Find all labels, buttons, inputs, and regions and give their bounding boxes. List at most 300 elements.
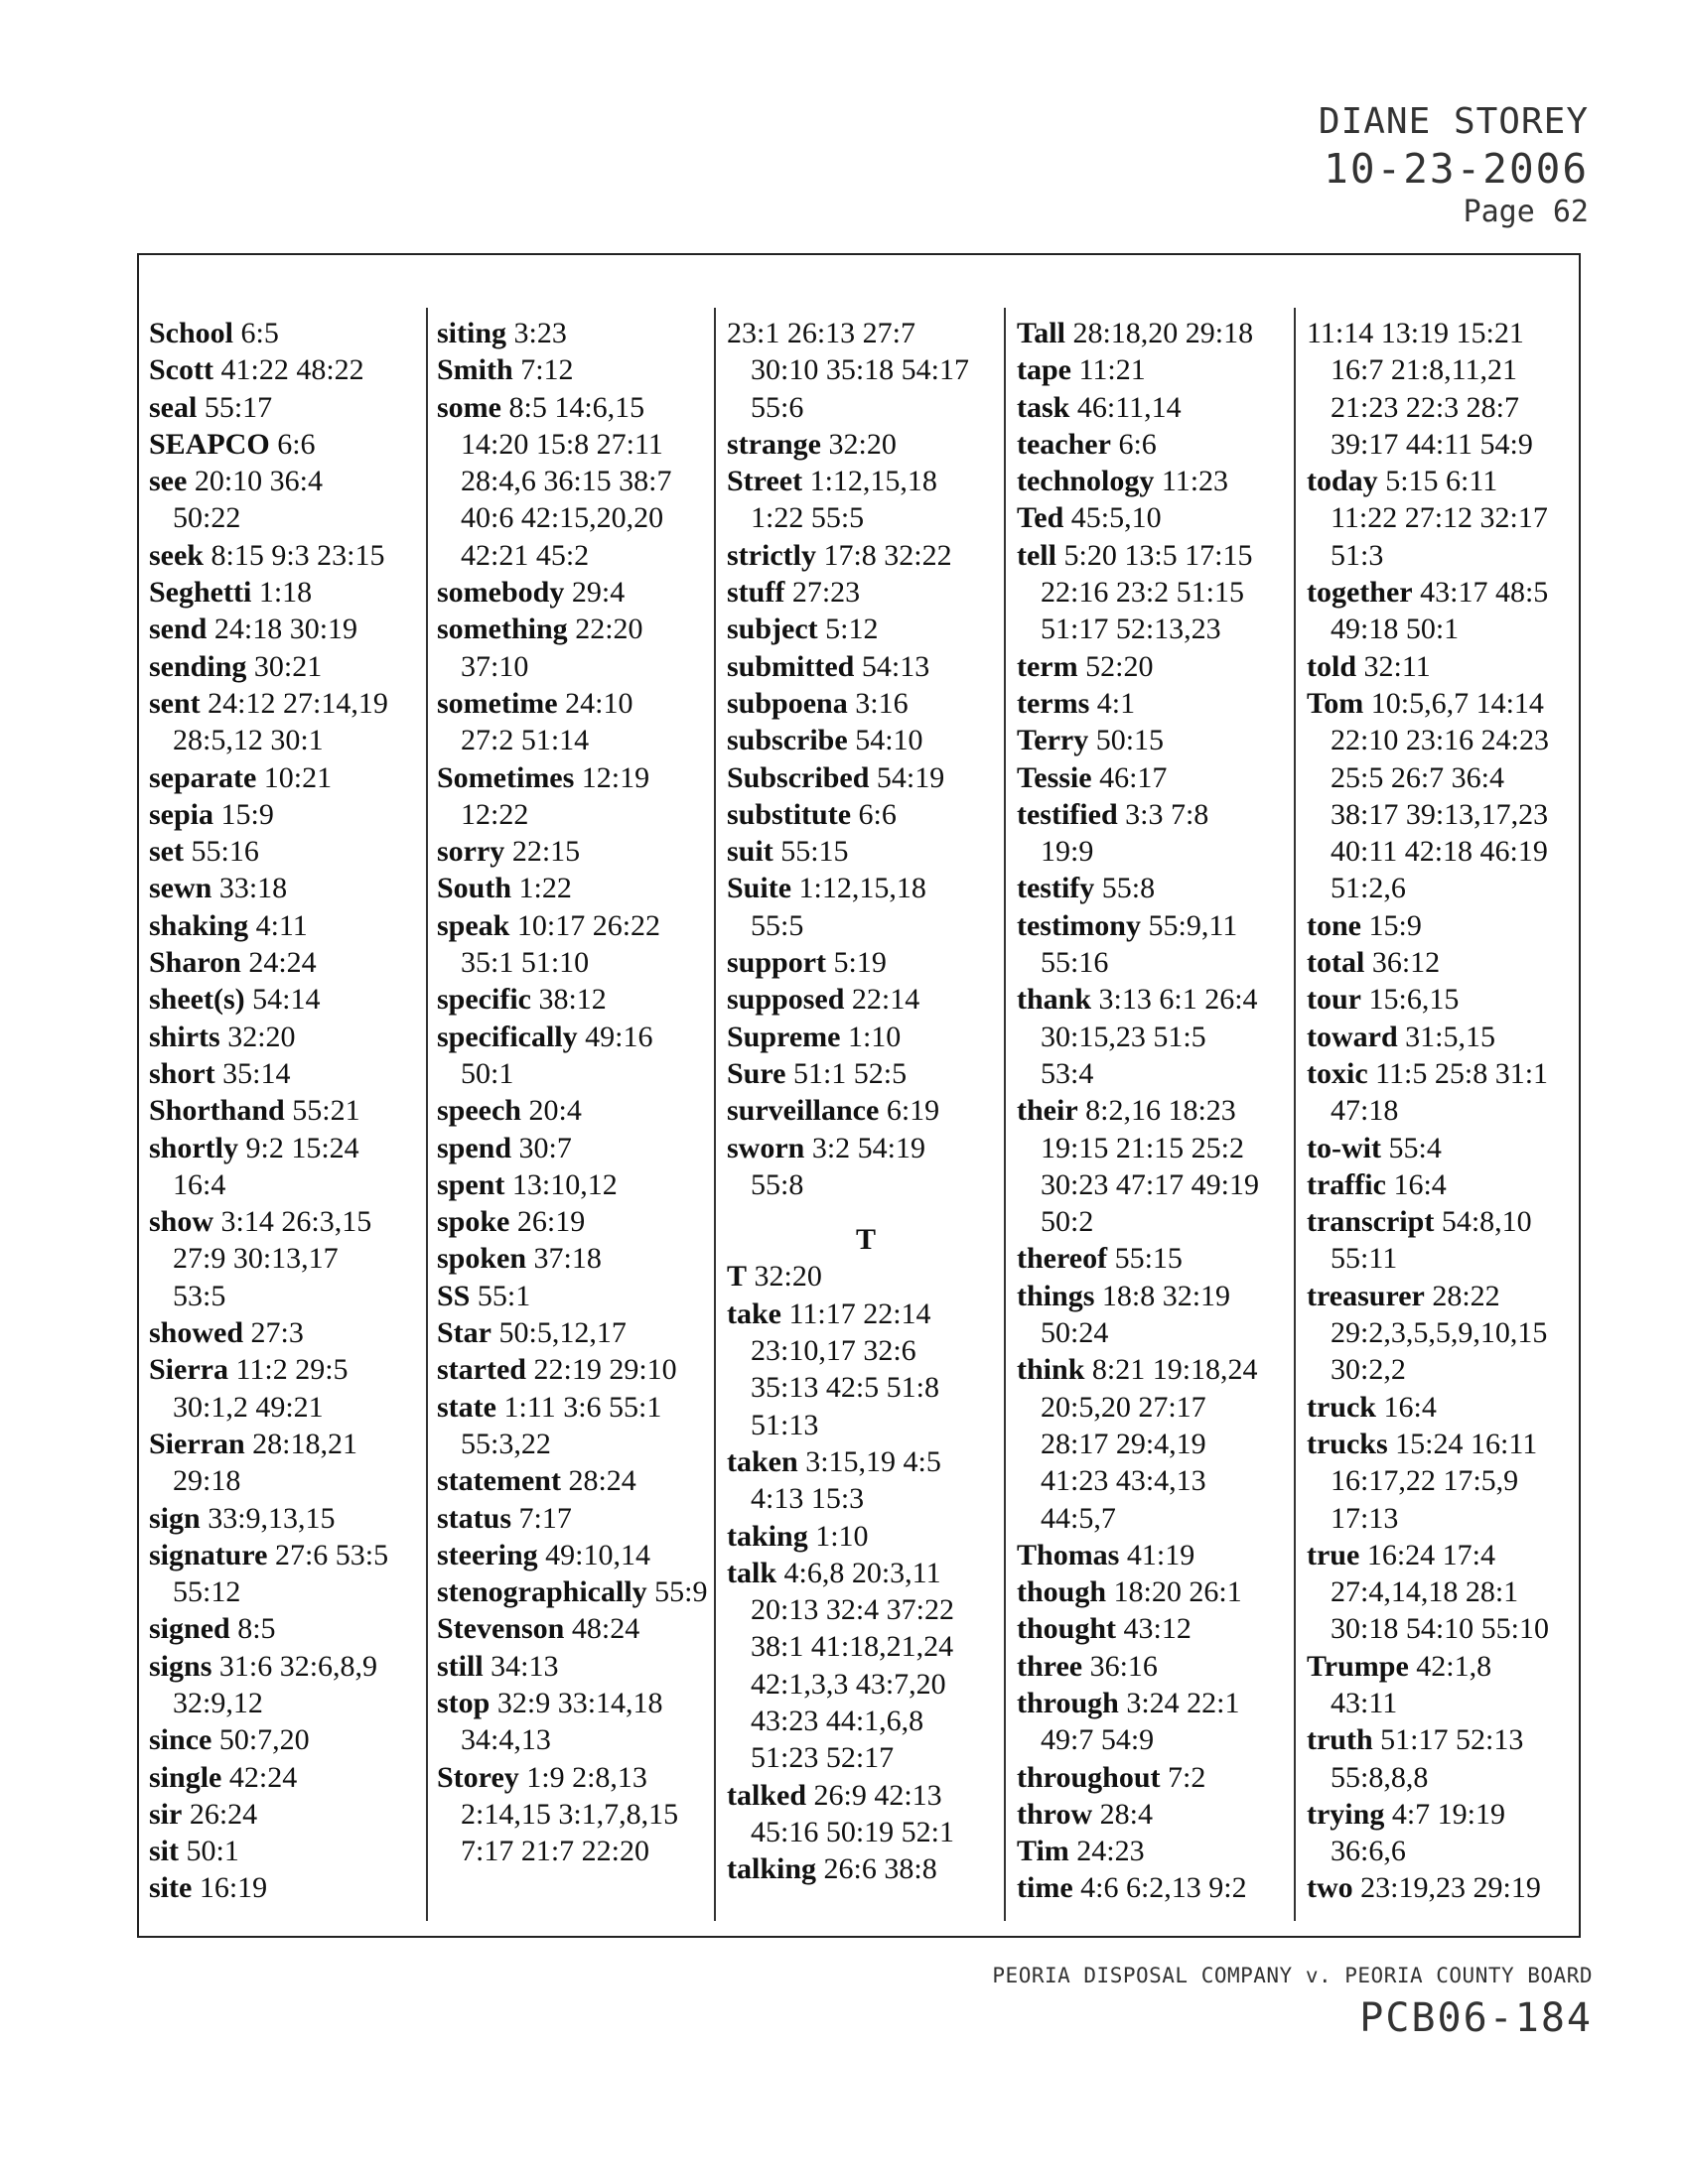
index-term: transcript [1307, 1205, 1435, 1239]
index-entry [149, 426, 427, 463]
index-term: Sierra [149, 1353, 228, 1387]
page-line-refs: 16:4 [173, 1167, 226, 1201]
page-line-refs: 34:4,13 [461, 1723, 551, 1757]
index-entry [149, 574, 427, 611]
index-term: support [727, 946, 827, 980]
page-line-refs: 32:20 [227, 1020, 296, 1053]
index-entry [437, 315, 715, 351]
index-term: Street [727, 465, 803, 498]
index-entry [149, 944, 427, 981]
index-term: testify [1017, 872, 1095, 905]
page-line-refs: 11:23 [1161, 465, 1229, 498]
page-line-refs: 51:17 52:13,23 [1041, 613, 1221, 646]
index-term: signs [149, 1649, 212, 1683]
index-term: technology [1017, 465, 1155, 498]
index-entry [149, 870, 427, 906]
index-term: spent [437, 1167, 505, 1201]
index-entry [1017, 463, 1295, 499]
index-term: three [1017, 1649, 1083, 1683]
page-line-refs: 55:9 [654, 1575, 708, 1609]
index-entry [437, 1759, 715, 1870]
page-line-refs: 28:5,12 30:1 [173, 724, 324, 757]
page-line-refs: 11:22 27:12 32:17 [1331, 501, 1548, 535]
index-term: time [1017, 1871, 1073, 1905]
index-entry [149, 1019, 427, 1055]
index-entry [149, 1869, 427, 1906]
page-line-refs: 3:15,19 4:5 [805, 1444, 941, 1478]
index-term: Stevenson [437, 1612, 565, 1646]
index-term: subpoena [727, 686, 848, 720]
index-entry [1307, 1278, 1585, 1389]
page-line-refs: 55:3,22 [461, 1427, 551, 1460]
page-line-refs: 32:20 [754, 1260, 822, 1294]
index-term: talked [727, 1778, 807, 1812]
page-line-refs: 36:6,6 [1331, 1835, 1406, 1868]
index-term: truth [1307, 1723, 1373, 1757]
index-term: T [727, 1260, 748, 1294]
page-line-refs: 46:17 [1099, 760, 1168, 794]
page-line-refs: 3:16 [855, 686, 909, 720]
page-line-refs: 30:10 35:18 54:17 [751, 353, 970, 387]
index-entry [149, 1130, 427, 1204]
index-term: signature [149, 1538, 268, 1571]
index-entry [1307, 574, 1585, 648]
index-entry [1307, 1537, 1585, 1648]
index-entry [1017, 1092, 1295, 1240]
page-line-refs: 6:6 [277, 427, 316, 461]
index-entry [1017, 351, 1295, 388]
index-term: tell [1017, 538, 1056, 572]
index-term: Seghetti [149, 576, 252, 610]
index-entry [1307, 981, 1585, 1018]
index-term: still [437, 1649, 484, 1683]
index-entry [437, 833, 715, 870]
page-line-refs: 16:17,22 17:5,9 [1331, 1464, 1519, 1498]
index-term: take [727, 1297, 781, 1330]
index-entry [437, 870, 715, 906]
index-term: signed [149, 1612, 230, 1646]
page-line-refs: 3:14 26:3,15 [220, 1205, 372, 1239]
index-term: Tim [1017, 1835, 1069, 1868]
page-line-refs: 55:8 [751, 1167, 804, 1201]
page-line-refs: 47:18 [1331, 1094, 1399, 1128]
index-entry [1017, 499, 1295, 536]
index-term: testimony [1017, 908, 1141, 942]
page-line-refs: 55:9,11 [1148, 908, 1238, 942]
index-entry [727, 1555, 1005, 1777]
index-entry [1307, 315, 1585, 463]
page-line-refs: 32:20 [828, 427, 897, 461]
index-entry [1017, 1759, 1295, 1796]
page-line-refs: 3:23 [513, 317, 567, 349]
page-line-refs: 26:9 42:13 [813, 1778, 942, 1812]
page-line-refs: 3:3 7:8 [1125, 797, 1209, 831]
page-line-refs: 29:18 [173, 1464, 241, 1498]
page-line-refs: 3:13 6:1 26:4 [1098, 983, 1258, 1017]
page-line-refs: 51:2,6 [1331, 872, 1406, 905]
page-line-refs: 54:10 [855, 724, 923, 757]
index-entry [149, 907, 427, 944]
index-entry [727, 944, 1005, 981]
index-term: talk [727, 1556, 777, 1589]
page-line-refs: 55:15 [1114, 1242, 1183, 1276]
index-term: speak [437, 908, 510, 942]
index-entry [149, 1759, 427, 1796]
index-entry [1017, 685, 1295, 722]
index-term: two [1307, 1871, 1353, 1905]
page-line-refs: 23:10,17 32:6 [751, 1334, 916, 1368]
index-entry [1307, 1019, 1585, 1055]
page-line-refs: 50:1 [461, 1056, 514, 1090]
index-entry [437, 1278, 715, 1314]
index-term: together [1307, 576, 1413, 610]
page-line-refs: 1:12,15,18 [798, 872, 926, 905]
index-entry [149, 1796, 427, 1833]
page-line-refs: 19:15 21:15 25:2 [1041, 1131, 1245, 1164]
page-line-refs: 28:18,21 [252, 1427, 357, 1460]
page-line-refs: 29:2,3,5,5,9,10,15 [1331, 1316, 1548, 1350]
index-entry [1307, 1426, 1585, 1537]
page-line-refs: 15:24 16:11 [1395, 1427, 1538, 1460]
index-entry [1017, 648, 1295, 685]
index-term: stenographically [437, 1575, 647, 1609]
page-line-refs: 39:17 44:11 54:9 [1331, 427, 1533, 461]
page-line-refs: 51:13 [751, 1408, 819, 1441]
index-entry [437, 1314, 715, 1351]
page-line-refs: 8:2,16 18:23 [1085, 1094, 1236, 1128]
page-line-refs: 41:22 48:22 [220, 353, 364, 387]
page-line-refs: 11:21 [1078, 353, 1146, 387]
index-term: sorry [437, 835, 505, 869]
page-line-refs: 6:5 [240, 317, 279, 349]
page-line-refs: 4:6,8 20:3,11 [783, 1556, 941, 1589]
index-entry [437, 1130, 715, 1166]
index-entry [727, 426, 1005, 463]
page-line-refs: 7:17 [518, 1501, 572, 1535]
index-term: Tom [1307, 686, 1364, 720]
index-term: Shorthand [149, 1094, 285, 1128]
index-entry [149, 315, 427, 351]
page-line-refs: 20:13 32:4 37:22 [751, 1593, 955, 1627]
page-line-refs: 55:15 [780, 835, 849, 869]
index-term: to-wit [1307, 1131, 1381, 1164]
index-term: see [149, 465, 188, 498]
page-line-refs: 17:8 32:22 [823, 538, 952, 572]
index-term: Star [437, 1316, 491, 1350]
index-entry [1017, 870, 1295, 906]
index-entry [437, 1389, 715, 1463]
page-line-refs: 38:17 39:13,17,23 [1331, 797, 1549, 831]
page-line-refs: 37:18 [533, 1242, 602, 1276]
page-line-refs: 55:8,8,8 [1331, 1760, 1429, 1794]
index-term: Sure [727, 1056, 786, 1090]
page-line-refs: 29:4 [571, 576, 626, 610]
index-entry [727, 722, 1005, 758]
index-entry [727, 1296, 1005, 1443]
index-term: single [149, 1760, 222, 1794]
index-entry [149, 1426, 427, 1500]
index-term: Sharon [149, 946, 241, 980]
index-entry [437, 1610, 715, 1647]
page-line-refs: 4:7 19:19 [1391, 1797, 1505, 1831]
index-term: Terry [1017, 724, 1089, 757]
page-line-refs: 43:11 [1331, 1686, 1398, 1719]
index-entry [149, 1314, 427, 1351]
index-entry [1307, 1869, 1585, 1906]
index-term: thereof [1017, 1242, 1108, 1276]
index-entry [727, 574, 1005, 611]
page-line-refs: 42:24 [228, 1760, 298, 1794]
index-entry [149, 1500, 427, 1537]
page-line-refs: 8:5 [237, 1612, 276, 1646]
index-entry [727, 315, 1005, 426]
page-line-refs: 22:19 29:10 [533, 1353, 677, 1387]
page-line-refs: 54:13 [861, 649, 930, 683]
index-term: think [1017, 1353, 1085, 1387]
page-line-refs: 43:17 48:5 [1420, 576, 1549, 610]
page-line-refs: 2:14,15 3:1,7,8,15 [461, 1797, 679, 1831]
index-term: throw [1017, 1797, 1093, 1831]
page-line-refs: 31:6 32:6,8,9 [218, 1649, 378, 1683]
page-line-refs: 27:4,14,18 28:1 [1331, 1575, 1519, 1609]
page-line-refs: 3:2 54:19 [811, 1131, 926, 1164]
index-term: things [1017, 1279, 1095, 1312]
index-entry [727, 463, 1005, 537]
page-line-refs: 27:23 [791, 576, 861, 610]
index-entry [437, 1203, 715, 1240]
index-term: separate [149, 760, 257, 794]
index-term: spoken [437, 1242, 527, 1276]
page-line-refs: 50:15 [1095, 724, 1165, 757]
index-term: throughout [1017, 1760, 1161, 1794]
index-entry [1307, 463, 1585, 574]
page-line-refs: 45:16 50:19 52:1 [751, 1815, 955, 1848]
page-line-refs: 11:5 25:8 31:1 [1375, 1056, 1549, 1090]
index-term: tone [1307, 908, 1361, 942]
page-line-refs: 49:18 50:1 [1331, 613, 1460, 646]
index-term: stuff [727, 576, 785, 610]
index-entry [149, 685, 427, 759]
index-entry [149, 611, 427, 647]
page-line-refs: 55:8 [1101, 872, 1156, 905]
page-line-refs: 50:2 [1041, 1205, 1094, 1239]
page-line-refs: 20:5,20 27:17 [1041, 1390, 1206, 1424]
deposition-date: 10-23-2006 [1324, 145, 1589, 193]
page-line-refs: 27:2 51:14 [461, 724, 590, 757]
index-term: suit [727, 835, 773, 869]
page-line-refs: 49:16 [585, 1020, 653, 1053]
index-term: stop [437, 1686, 491, 1719]
index-entry [149, 1648, 427, 1722]
index-term: seek [149, 538, 204, 572]
index-entry [1307, 1796, 1585, 1870]
index-entry [149, 389, 427, 426]
page-line-refs: 6:19 [886, 1094, 940, 1128]
index-term: traffic [1307, 1167, 1386, 1201]
index-entry [727, 1092, 1005, 1129]
page-line-refs: 28:4,6 36:15 38:7 [461, 465, 672, 498]
index-term: Tall [1017, 317, 1065, 349]
page-line-refs: 28:17 29:4,19 [1041, 1427, 1206, 1460]
index-term: somebody [437, 576, 565, 610]
page-line-refs: 50:7,20 [218, 1723, 310, 1757]
index-term: terms [1017, 686, 1090, 720]
page-line-refs: 22:10 23:16 24:23 [1331, 724, 1550, 757]
page-line-refs: 1:10 [847, 1020, 902, 1053]
index-term: treasurer [1307, 1279, 1425, 1312]
index-entry [727, 1443, 1005, 1518]
index-entry [149, 1721, 427, 1758]
page-line-refs: 20:4 [528, 1094, 582, 1128]
page-line-refs: 28:22 [1432, 1279, 1500, 1312]
index-term: speech [437, 1094, 521, 1128]
page-line-refs: 16:7 21:8,11,21 [1331, 353, 1518, 387]
index-term: SS [437, 1279, 471, 1312]
index-term: toward [1307, 1020, 1398, 1053]
page-line-refs: 36:12 [1371, 946, 1441, 980]
page-line-refs: 35:1 51:10 [461, 946, 590, 980]
index-entry [1307, 1055, 1585, 1130]
page-line-refs: 50:22 [173, 501, 241, 535]
page-line-refs: 55:16 [1041, 946, 1109, 980]
page-line-refs: 26:19 [516, 1205, 586, 1239]
page-line-refs: 5:20 13:5 17:15 [1063, 538, 1253, 572]
index-term: task [1017, 390, 1070, 424]
page-line-refs: 6:6 [1118, 427, 1157, 461]
index-entry [437, 981, 715, 1018]
index-entry [1307, 1648, 1585, 1722]
index-entry [437, 907, 715, 982]
page-line-refs: 12:19 [581, 760, 650, 794]
index-entry [727, 611, 1005, 647]
page-line-refs: 16:4 [1393, 1167, 1447, 1201]
page-line-refs: 4:11 [255, 908, 308, 942]
page-line-refs: 35:14 [222, 1056, 291, 1090]
page-line-refs: 10:21 [263, 760, 333, 794]
page-line-refs: 46:11,14 [1076, 390, 1182, 424]
page-line-refs: 4:1 [1096, 686, 1136, 720]
page-line-refs: 17:13 [1331, 1501, 1399, 1535]
page-line-refs: 35:13 42:5 51:8 [751, 1371, 940, 1405]
index-term: Tessie [1017, 760, 1092, 794]
page-line-refs: 1:12,15,18 [809, 465, 937, 498]
index-entry [437, 389, 715, 574]
index-entry [727, 1055, 1005, 1092]
index-term: specifically [437, 1020, 578, 1053]
index-entry [1017, 426, 1295, 463]
page-line-refs: 4:13 15:3 [751, 1482, 865, 1516]
page-line-refs: 42:1,8 [1416, 1649, 1492, 1683]
index-term: some [437, 390, 501, 424]
index-entry [437, 1648, 715, 1685]
page-line-refs: 31:5,15 [1405, 1020, 1495, 1053]
page-line-refs: 27:9 30:13,17 [173, 1242, 339, 1276]
index-term: send [149, 613, 208, 646]
page-line-refs: 30:7 [518, 1131, 572, 1164]
index-term: Supreme [727, 1020, 841, 1053]
index-term: sheet(s) [149, 983, 245, 1017]
index-entry [149, 463, 427, 537]
index-entry [437, 611, 715, 685]
index-entry [437, 1573, 715, 1610]
page-line-refs: 41:19 [1126, 1538, 1195, 1571]
index-term: testified [1017, 797, 1118, 831]
page-line-refs: 24:24 [248, 946, 317, 980]
page-line-refs: 7:2 [1168, 1760, 1206, 1794]
page-line-refs: 12:22 [461, 797, 529, 831]
page-line-refs: 21:23 22:3 28:7 [1331, 390, 1520, 424]
index-term: steering [437, 1538, 538, 1571]
page-line-refs: 20:10 36:4 [194, 465, 323, 498]
index-term: subscribe [727, 724, 848, 757]
page-line-refs: 50:24 [1041, 1316, 1109, 1350]
index-entry [1017, 1869, 1295, 1906]
index-term: Subscribed [727, 760, 870, 794]
index-entry [1307, 1389, 1585, 1426]
page-line-refs: 51:17 52:13 [1380, 1723, 1524, 1757]
page-line-refs: 13:10,12 [511, 1167, 618, 1201]
page-line-refs: 53:5 [173, 1279, 226, 1312]
index-term: teacher [1017, 427, 1111, 461]
index-term: showed [149, 1316, 244, 1350]
index-term: sepia [149, 797, 214, 831]
index-entry [149, 1092, 427, 1129]
page-line-refs: 28:4 [1099, 1797, 1153, 1831]
case-caption: PEORIA DISPOSAL COMPANY v. PEORIA COUNTY BOARD [992, 1964, 1593, 1987]
page-line-refs: 18:8 32:19 [1101, 1279, 1231, 1312]
page-line-refs: 43:23 44:1,6,8 [751, 1704, 924, 1737]
page-line-refs: 42:1,3,3 43:7,20 [751, 1667, 946, 1701]
page-line-refs: 22:15 [511, 835, 581, 869]
index-term: surveillance [727, 1094, 880, 1128]
page-line-refs: 32:11 [1363, 649, 1431, 683]
page-line-refs: 23:19,23 29:19 [1360, 1871, 1541, 1905]
index-entry [437, 1166, 715, 1203]
index-term: trucks [1307, 1427, 1388, 1460]
page-line-refs: 33:18 [218, 872, 288, 905]
index-entry [149, 833, 427, 870]
page-line-refs: 48:24 [571, 1612, 640, 1646]
page-line-refs: 50:1 [186, 1835, 239, 1868]
index-entry [149, 796, 427, 833]
index-term: true [1307, 1538, 1360, 1571]
index-entry [149, 1537, 427, 1611]
page-line-refs: 27:6 53:5 [274, 1538, 389, 1571]
page-line-refs: 37:10 [461, 649, 529, 683]
index-term: though [1017, 1575, 1107, 1609]
index-entry [437, 1685, 715, 1759]
index-term: sign [149, 1501, 201, 1535]
page-line-refs: 24:18 30:19 [213, 613, 358, 646]
page-line-refs: 44:5,7 [1041, 1501, 1116, 1535]
page-line-refs: 15:9 [1368, 908, 1422, 942]
index-entry [727, 1777, 1005, 1851]
index-term: set [149, 835, 184, 869]
page-line-refs: 23:1 26:13 27:7 [727, 317, 916, 349]
index-entry [437, 759, 715, 834]
index-term: talking [727, 1852, 817, 1886]
index-term: statement [437, 1464, 561, 1498]
page-line-refs: 50:5,12,17 [498, 1316, 627, 1350]
page-line-refs: 10:17 26:22 [516, 908, 661, 942]
index-term: since [149, 1723, 212, 1757]
index-entry [149, 537, 427, 574]
index-entry [1017, 907, 1295, 982]
index-entry [727, 685, 1005, 722]
index-entry [727, 1850, 1005, 1887]
page-line-refs: 26:6 38:8 [823, 1852, 937, 1886]
index-term: Ted [1017, 501, 1064, 535]
